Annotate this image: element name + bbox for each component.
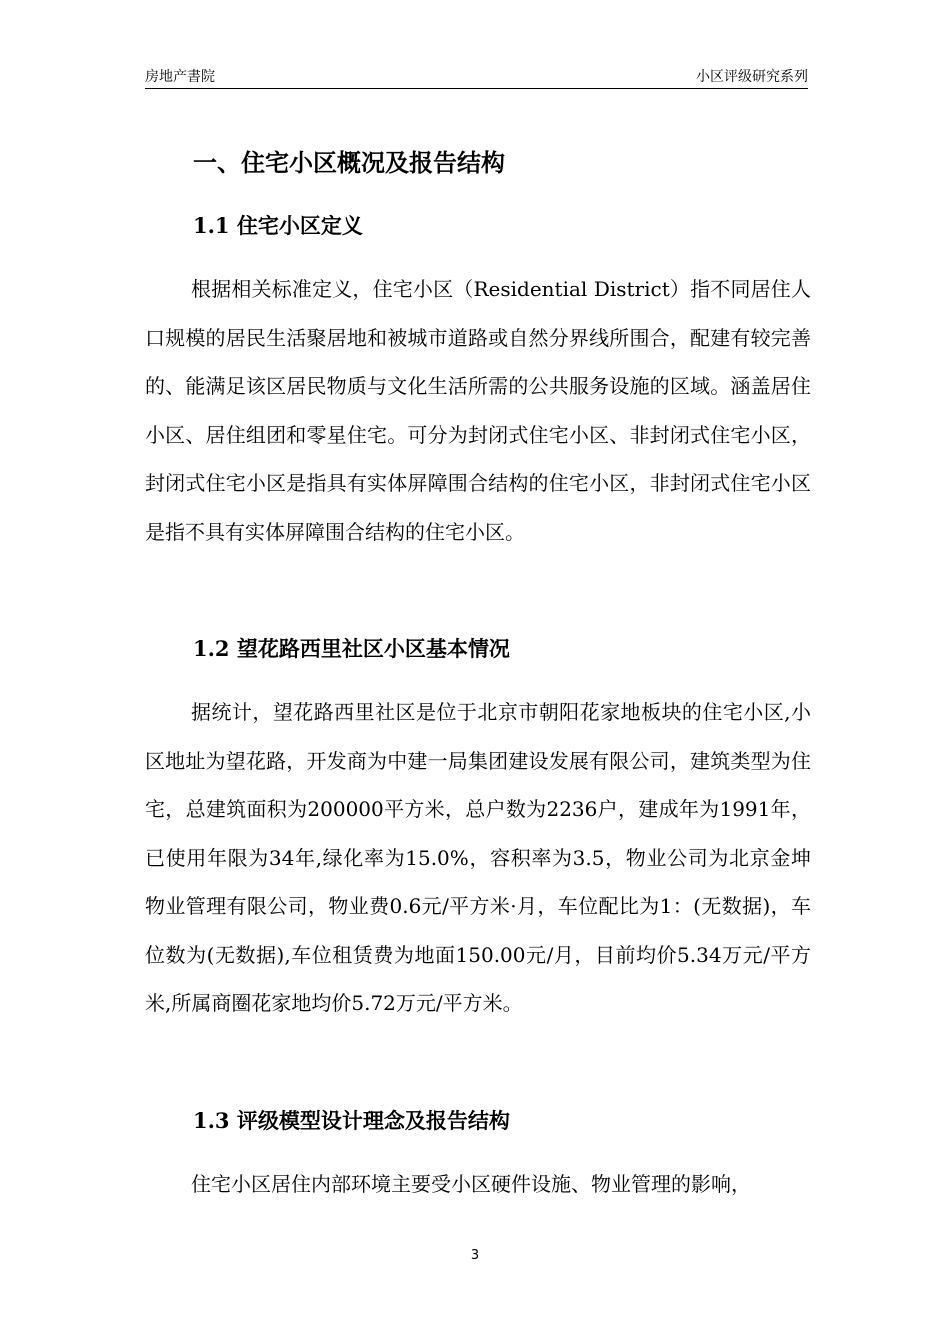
- page-number: 3: [470, 1248, 480, 1263]
- page-header: [145, 66, 808, 89]
- section-heading-1-2: 1.2 望花路西里社区小区基本情况: [193, 636, 510, 661]
- section-heading-1-1: 1.1 住宅小区定义: [193, 213, 363, 238]
- paragraph-definition: 根据相关标准定义，住宅小区（Residential District）指不同居住人口规模的居民生活聚居地和被城市道路或自然分界线所围合，配建有较完善的、能满足该区居民物质与文化生活所需的公共服务设施的区域。涵盖居住小区、居住组团和零星住宅。可分为封闭式住宅小区、非封闭式住宅小区，封闭式住宅小区是指具有实体屏障围合结构的住宅小区，非封闭式住宅小区是指不具有实体屏障围合结构的住宅小区。: [145, 277, 811, 544]
- section-heading-1-3: 1.3 评级模型设计理念及报告结构: [193, 1108, 510, 1133]
- header-series-title: 小区评级研究系列: [696, 69, 808, 85]
- paragraph-basic-info: 据统计，望花路西里社区是位于北京市朝阳花家地板块的住宅小区,小区地址为望花路，开发商为中建一局集团建设发展有限公司，建筑类型为住宅，总建筑面积为200000平方米，总户数为2236户，建成年为1991年，已使用年限为34年,绿化率为15.0%，容积率为3.5，物业公司为北京金坤物业管理有限公司，物业费0.6元/平方米·月，车位配比为1：(无数据)，车位数为(无数据),车位租赁费为地面150.00元/月，目前均价5.34万元/平方米,所属商圈花家地均价5.72万元/平方米。: [145, 700, 811, 1015]
- section-heading-1: 一、住宅小区概况及报告结构: [193, 148, 505, 177]
- paragraph-model-design: 住宅小区居住内部环境主要受小区硬件设施、物业管理的影响，: [191, 1172, 751, 1196]
- header-publisher: 房地产書院: [145, 69, 215, 85]
